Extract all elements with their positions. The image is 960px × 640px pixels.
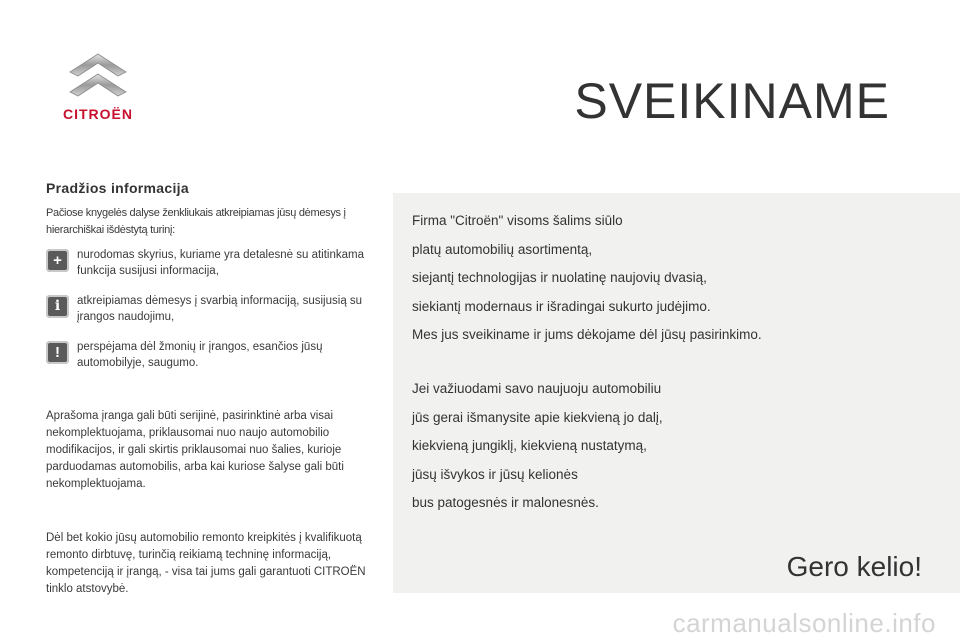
intro-text: Pačiose knygelės dalyse ženkliukais atkreipiamas jūsų dėmesys į hierarchiškai išdėstytą turinį: [46, 207, 346, 236]
section-heading: Pradžios informacija [46, 180, 189, 196]
legend-text: nurodomas skyrius, kuriame yra detalesnė su atitinkama funkcija susijusi informacija, [77, 249, 364, 277]
welcome-line: bus patogesnės ir malonesnės. [412, 495, 599, 510]
legend-item-info [46, 293, 376, 325]
info-icon: i [46, 295, 69, 318]
double-chevron-icon [66, 50, 130, 102]
legend-text: atkreipiamas dėmesys į svarbią informaciją, susijusią su įrangos naudojimu, [77, 295, 363, 323]
legend-text: perspėjama dėl žmonių ir įrangos, esančios jūsų automobilyje, saugumo. [77, 341, 323, 369]
repair-paragraph: Dėl bet kokio jūsų automobilio remonto kreipkitės į kvalifikuotą remonto dirbtuvę, turinčią reikiamą techninę informaciją, kompetenciją ir įrangą, - visa tai jums gali garantuoti CITROËN tinklo atstovybė. [46, 532, 366, 595]
brand-wordmark: CITROËN [63, 106, 133, 122]
warning-icon: ! [46, 341, 69, 364]
welcome-panel [393, 193, 960, 593]
welcome-block-1 [412, 207, 762, 350]
welcome-line: Jei važiuodami savo naujuoju automobiliu [412, 381, 662, 396]
watermark: carmanualsonline.info [672, 608, 936, 638]
welcome-line: jūs gerai išmanysite apie kiekvieną jo dalį, [412, 409, 663, 425]
equipment-paragraph: Aprašoma įranga gali būti serijinė, pasirinktinė arba visai nekomplektuojama, priklausomai nuo naujo automobilio modifikacijos, ir gali skirtis priklausomai nuo šalies, kurioje parduodamas automobilis, arba kai kuriose šalyse gali būti nekomplektuojama. [46, 410, 344, 490]
plus-icon: + [46, 249, 69, 272]
left-column [46, 180, 376, 385]
welcome-line: siejantį technologijas ir nuolatinę naujovių dvasią, [412, 270, 707, 285]
legend-item-warning [46, 339, 376, 371]
welcome-block-2 [412, 375, 663, 518]
welcome-line: siekiantį modernaus ir išradingai sukurto judėjimo. [412, 298, 711, 314]
welcome-line: kiekvieną jungiklį, kiekvieną nustatymą, [412, 438, 647, 453]
welcome-line: Mes jus sveikiname ir jums dėkojame dėl jūsų pasirinkimo. [412, 327, 762, 342]
welcome-line: Firma "Citroën" visoms šalims siūlo [412, 213, 623, 228]
page-title: SVEIKINAME [574, 72, 890, 129]
welcome-line: platų automobilių asortimentą, [412, 241, 593, 257]
citroen-logo [48, 50, 148, 130]
welcome-line: jūsų išvykos ir jūsų kelionės [412, 466, 578, 482]
legend-item-plus [46, 247, 376, 279]
closing-text: Gero kelio! [786, 551, 922, 582]
